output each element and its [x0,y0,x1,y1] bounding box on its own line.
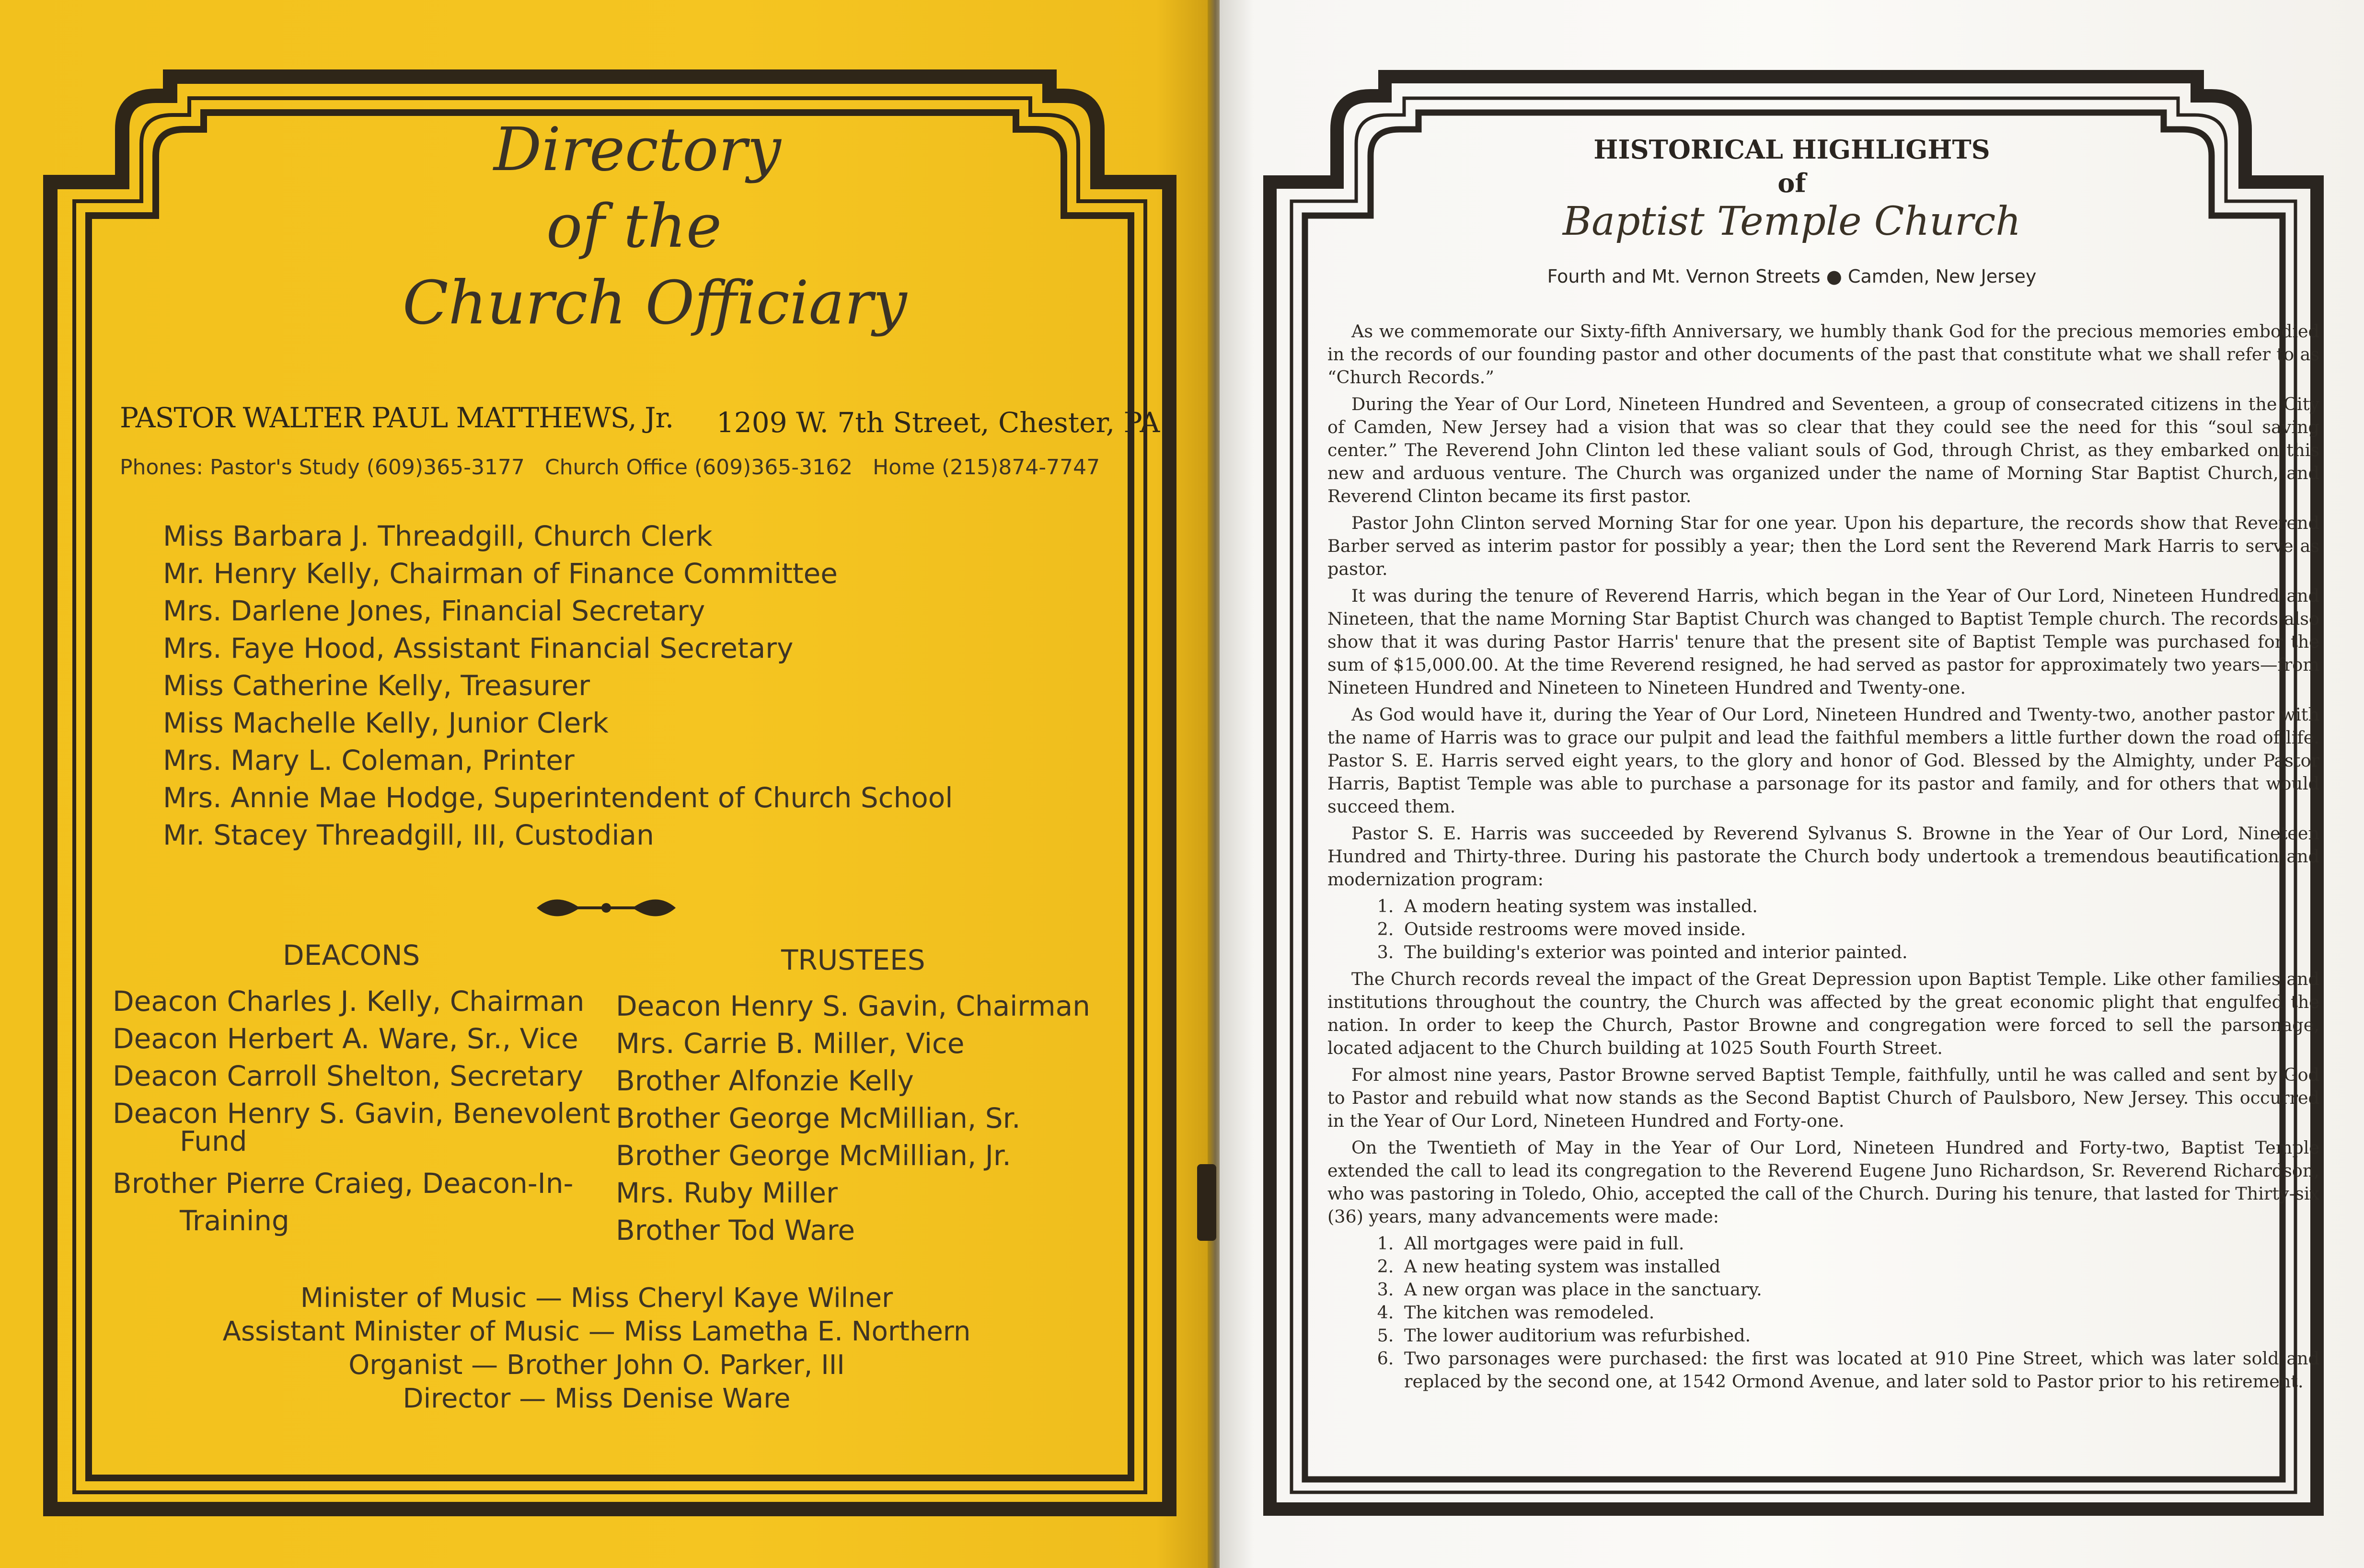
phone-numbers: Phones: Pastor's Study (609)365-3177 Church Office (609)365-3162 Home (215)874-7747 [120,455,1100,480]
history-paragraph: Pastor S. E. Harris was succeeded by Reverend Sylvanus S. Browne in the Year of Our Lord, Nineteen Hundred and Thirty-three. During his pastorate the Church body undertook a tremendous beautification and modernization program: [1327,823,2319,890]
officer-item: Miss Machelle Kelly, Junior Clerk [163,707,609,739]
title-line-2: of the [546,192,722,261]
history-paragraph: On the Twentieth of May in the Year of Our Lord, Nineteen Hundred and Forty-two, Baptist Temple extended the call to lead its congregation to the Reverend Eugene Juno Richardson, Sr. Reverend Richardson, who was pastoring in Toledo, Ohio, accepted the call of the Church. During his tenure, that lasted for Thirty-six (36) years, many advancements were made: [1327,1137,2319,1227]
trustee-item: Brother George McMillian, Sr. [616,1102,1021,1134]
trustee-item: Brother Alfonzie Kelly [616,1064,914,1097]
deacon-item: Deacon Carroll Shelton, Secretary [113,1060,584,1092]
officer-item: Miss Catherine Kelly, Treasurer [163,669,590,702]
history-paragraph: As we commemorate our Sixty-fifth Anniversary, we humbly thank God for the precious memories embodied in the records of our founding pastor and other documents of the past that constitute what we shall refer to as “Church Records.” [1327,321,2319,388]
deacon-item: Deacon Henry S. Gavin, Benevolent [113,1097,611,1130]
music-item: Director — Miss Denise Ware [403,1383,791,1414]
officer-item: Mrs. Faye Hood, Assistant Financial Secretary [163,632,794,664]
deacons-column [113,937,610,1239]
history-body [1327,320,2319,1397]
deacon-item: Deacon Charles J. Kelly, Chairman [113,985,585,1018]
list-item: 3. The building's exterior was pointed and interior painted. [1399,941,2319,964]
music-item: Assistant Minister of Music — Miss Lametha E. Northern [222,1316,971,1347]
title-line-3: Church Officiary [403,268,907,338]
deacon-item-continued: Training [180,1204,289,1237]
binding-clip [1197,1164,1216,1241]
trustee-item: Deacon Henry S. Gavin, Chairman [616,990,1090,1022]
title-line-1: Directory [494,115,781,184]
history-paragraph: For almost nine years, Pastor Browne served Baptist Temple, faithfully, until he was called and sent by God to Pastor and rebuild what now stands as the Second Baptist Church of Paulsboro, New Jersey. This occurred in the Year of Our Lord, Nineteen Hundred and Forty-one. [1327,1064,2319,1131]
deacons-heading: DEACONS [283,939,420,972]
history-paragraph: During the Year of Our Lord, Nineteen Hundred and Seventeen, a group of consecrated citizens in the City of Camden, New Jersey had a vision that was so clear that they could see the need for this “soul saving center.” The Reverend John Clinton led these valiant souls of God, through Christ, as they embarked on this new and arduous venture. The Church was organized under the name of Morning Star Baptist Church, and Reverend Clinton became its first pastor. [1327,394,2319,506]
trustee-item: Brother Tod Ware [616,1214,855,1247]
trustee-item: Mrs. Carrie B. Miller, Vice [616,1027,965,1060]
pastor-address: 1209 W. 7th Street, Chester, PA [716,406,1160,439]
officer-list [163,517,953,854]
deacon-item-continued: Fund [180,1125,247,1157]
ornament-divider-icon [527,889,685,927]
list-item: 1. A modern heating system was installed. [1399,895,2319,918]
deacon-item: Deacon Herbert A. Ware, Sr., Vice [113,1022,578,1055]
music-item: Minister of Music — Miss Cheryl Kaye Wilner [300,1282,893,1314]
officer-item: Mrs. Annie Mae Hodge, Superintendent of Church School [163,781,953,814]
trustees-heading: TRUSTEES [781,944,925,976]
page-heading: HISTORICAL HIGHLIGHTS [1593,134,1990,165]
history-paragraph: As God would have it, during the Year of Our Lord, Nineteen Hundred and Twenty-two, another pastor with the name of Harris was to grace our pulpit and lead the faithful members a little further down the road of life. Pastor S. E. Harris served eight years, to the glory and honor of God. Blessed by the Almighty, under Pastor Harris, Baptist Temple was able to purchase a parsonage for its pastor and family, and for others that would succeed them. [1327,704,2319,817]
list-item: 6. Two parsonages were purchased: the first was located at 910 Pine Street, which was later sold and replaced by the second one, at 1542 Ormond Avenue, and later sold to Pastor prior to his retirement. [1399,1347,2319,1393]
church-name: Baptist Temple Church [1562,199,2021,244]
deacon-item: Brother Pierre Craieg, Deacon-In- [113,1167,574,1200]
officer-item: Mrs. Mary L. Coleman, Printer [163,744,575,777]
music-item: Organist — Brother John O. Parker, III [348,1350,845,1381]
improvements-list [1327,895,2319,964]
list-item: 3. A new organ was place in the sanctuary. [1399,1278,2319,1301]
officer-item: Mrs. Darlene Jones, Financial Secretary [163,595,705,627]
list-item: 5. The lower auditorium was refurbished. [1399,1324,2319,1347]
history-paragraph: The Church records reveal the impact of the Great Depression upon Baptist Temple. Like other families and institutions throughout the country, the Church was affected by the great economic plight that engulfed the nation. In order to keep the Church, Pastor Browne and congregation were forced to sell the parsonage, located adjacent to the Church building at 1025 South Fourth Street. [1327,969,2319,1058]
trustee-item: Mrs. Ruby Miller [616,1177,838,1209]
trustees-column [616,941,1090,1249]
officer-item: Mr. Stacey Threadgill, III, Custodian [163,819,654,851]
pastor-name: PASTOR WALTER PAUL MATTHEWS, Jr. [120,401,674,434]
list-item: 4. The kitchen was remodeled. [1399,1301,2319,1324]
church-location: Fourth and Mt. Vernon Streets ● Camden, New Jersey [1547,266,2037,287]
list-item: 1. All mortgages were paid in full. [1399,1232,2319,1255]
trustee-item: Brother George McMillian, Jr. [616,1139,1011,1172]
history-paragraph: Pastor John Clinton served Morning Star for one year. Upon his departure, the records show that Reverend Barber served as interim pastor for possibly a year; then the Lord sent the Reverend Mark Harris to serve as pastor. [1327,513,2319,579]
officer-item: Miss Barbara J. Threadgill, Church Clerk [163,520,713,552]
list-item: 2. Outside restrooms were moved inside. [1399,918,2319,941]
list-item: 2. A new heating system was installed [1399,1255,2319,1278]
history-paragraph: It was during the tenure of Reverend Harris, which began in the Year of Our Lord, Nineteen Hundred and Nineteen, that the name Morning Star Baptist Church was changed to Baptist Temple church. The records also show that it was during Pastor Harris' tenure that the present site of Baptist Temple was purchased for the sum of $15,000.00. At the time Reverend resigned, he had served as pastor for approximately two years—from Nineteen Hundred and Nineteen to Nineteen Hundred and Twenty-one. [1327,585,2319,698]
page-heading-of: of [1777,168,1806,198]
music-ministry [86,1282,1107,1416]
advancements-list [1327,1232,2319,1393]
officer-item: Mr. Henry Kelly, Chairman of Finance Committee [163,557,838,590]
